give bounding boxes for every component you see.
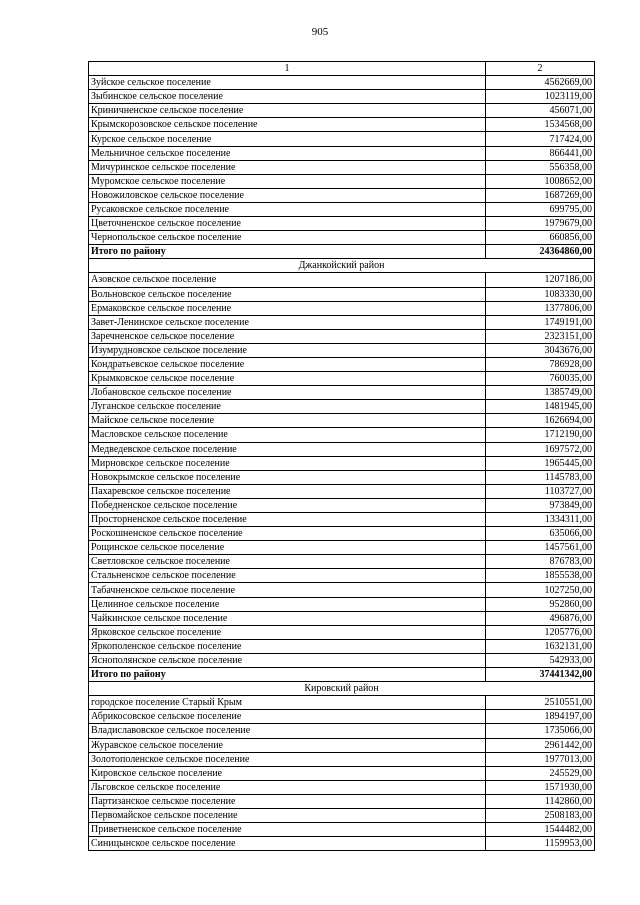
settlement-amount: 1205776,00 — [486, 625, 595, 639]
settlement-amount: 4562669,00 — [486, 76, 595, 90]
settlement-amount: 1687269,00 — [486, 188, 595, 202]
district-heading-row — [89, 682, 595, 696]
settlement-name: Золотополенское сельское поселение — [89, 752, 486, 766]
settlement-amount: 1712190,00 — [486, 428, 595, 442]
settlement-name: Просторненское сельское поселение — [89, 513, 486, 527]
table-header-row — [89, 62, 595, 76]
table-row — [89, 738, 595, 752]
settlement-amount: 1735066,00 — [486, 724, 595, 738]
table-row — [89, 202, 595, 216]
table-row — [89, 329, 595, 343]
settlement-name: Ермаковское сельское поселение — [89, 301, 486, 315]
settlement-amount: 717424,00 — [486, 132, 595, 146]
settlement-amount: 866441,00 — [486, 146, 595, 160]
total-label: Итого по району — [89, 245, 486, 259]
settlement-name: Зуйское сельское поселение — [89, 76, 486, 90]
settlement-amount: 556358,00 — [486, 160, 595, 174]
table-row — [89, 766, 595, 780]
total-amount: 37441342,00 — [486, 668, 595, 682]
settlement-name: Азовское сельское поселение — [89, 273, 486, 287]
settlement-amount: 2508183,00 — [486, 808, 595, 822]
table-row — [89, 414, 595, 428]
settlement-name: Мирновское сельское поселение — [89, 456, 486, 470]
settlement-amount: 1142860,00 — [486, 794, 595, 808]
settlement-amount: 1083330,00 — [486, 287, 595, 301]
settlement-name: Завет-Ленинское сельское поселение — [89, 315, 486, 329]
settlement-name: Луганское сельское поселение — [89, 400, 486, 414]
total-amount: 24364860,00 — [486, 245, 595, 259]
settlement-name: Мельничное сельское поселение — [89, 146, 486, 160]
settlement-name: Новожиловское сельское поселение — [89, 188, 486, 202]
settlement-name: Ярковское сельское поселение — [89, 625, 486, 639]
table-row — [89, 780, 595, 794]
table-row — [89, 188, 595, 202]
table-row — [89, 456, 595, 470]
settlement-amount: 542933,00 — [486, 653, 595, 667]
table-row — [89, 724, 595, 738]
table-row — [89, 76, 595, 90]
table-row — [89, 386, 595, 400]
settlement-amount: 973849,00 — [486, 498, 595, 512]
settlement-name: Изумрудновское сельское поселение — [89, 343, 486, 357]
settlement-name: Курское сельское поселение — [89, 132, 486, 146]
settlement-amount: 760035,00 — [486, 372, 595, 386]
settlement-name: Стальненское сельское поселение — [89, 569, 486, 583]
table-row — [89, 569, 595, 583]
settlement-name: Победненское сельское поселение — [89, 498, 486, 512]
settlement-amount: 245529,00 — [486, 766, 595, 780]
settlement-amount: 952860,00 — [486, 597, 595, 611]
settlement-name: Партизанское сельское поселение — [89, 794, 486, 808]
settlement-amount: 496876,00 — [486, 611, 595, 625]
settlement-name: Роскошненское сельское поселение — [89, 527, 486, 541]
settlement-amount: 1457561,00 — [486, 541, 595, 555]
settlement-name: Кондратьевское сельское поселение — [89, 357, 486, 371]
settlement-amount: 1145783,00 — [486, 470, 595, 484]
district-heading: Джанкойский район — [89, 259, 595, 273]
settlement-name: Лобановское сельское поселение — [89, 386, 486, 400]
table-row — [89, 696, 595, 710]
settlement-name: Табачненское сельское поселение — [89, 583, 486, 597]
settlement-amount: 1377806,00 — [486, 301, 595, 315]
settlement-amount: 660856,00 — [486, 231, 595, 245]
table-row — [89, 174, 595, 188]
table-row — [89, 794, 595, 808]
table-row — [89, 357, 595, 371]
district-total-row — [89, 245, 595, 259]
table-row — [89, 231, 595, 245]
settlement-name: Рощинское сельское поселение — [89, 541, 486, 555]
settlement-name: городское поселение Старый Крым — [89, 696, 486, 710]
settlement-amount: 1697572,00 — [486, 442, 595, 456]
settlement-name: Яснополянское сельское поселение — [89, 653, 486, 667]
settlement-amount: 1534568,00 — [486, 118, 595, 132]
settlement-name: Кировское сельское поселение — [89, 766, 486, 780]
table-row — [89, 118, 595, 132]
settlement-name: Муромское сельское поселение — [89, 174, 486, 188]
settlement-amount: 1334311,00 — [486, 513, 595, 527]
settlement-amount: 1159953,00 — [486, 837, 595, 851]
table-row — [89, 442, 595, 456]
table-row — [89, 315, 595, 329]
table-row — [89, 808, 595, 822]
settlement-name: Первомайское сельское поселение — [89, 808, 486, 822]
settlement-name: Крымковское сельское поселение — [89, 372, 486, 386]
settlement-name: Журавское сельское поселение — [89, 738, 486, 752]
settlement-amount: 1632131,00 — [486, 639, 595, 653]
settlement-amount: 1544482,00 — [486, 823, 595, 837]
table-row — [89, 527, 595, 541]
settlement-name: Медведевское сельское поселение — [89, 442, 486, 456]
settlement-name: Масловское сельское поселение — [89, 428, 486, 442]
table-row — [89, 301, 595, 315]
settlement-amount: 1965445,00 — [486, 456, 595, 470]
settlement-amount: 1207186,00 — [486, 273, 595, 287]
total-label: Итого по району — [89, 668, 486, 682]
settlement-amount: 456071,00 — [486, 104, 595, 118]
settlement-amount: 635066,00 — [486, 527, 595, 541]
table-row — [89, 372, 595, 386]
table-row — [89, 498, 595, 512]
table-row — [89, 90, 595, 104]
settlement-amount: 1855538,00 — [486, 569, 595, 583]
table-row — [89, 343, 595, 357]
settlement-amount: 1481945,00 — [486, 400, 595, 414]
settlement-name: Льговское сельское поселение — [89, 780, 486, 794]
settlement-amount: 1103727,00 — [486, 484, 595, 498]
table-row — [89, 217, 595, 231]
budget-table — [88, 61, 595, 851]
settlement-amount: 2510551,00 — [486, 696, 595, 710]
settlement-amount: 1979679,00 — [486, 217, 595, 231]
table-row — [89, 823, 595, 837]
table-row — [89, 639, 595, 653]
settlement-name: Русаковское сельское поселение — [89, 202, 486, 216]
table-row — [89, 104, 595, 118]
settlement-name: Заречненское сельское поселение — [89, 329, 486, 343]
district-total-row — [89, 668, 595, 682]
settlement-name: Целинное сельское поселение — [89, 597, 486, 611]
settlement-name: Яркополенское сельское поселение — [89, 639, 486, 653]
table-row — [89, 428, 595, 442]
table-row — [89, 625, 595, 639]
table-row — [89, 752, 595, 766]
settlement-amount: 2323151,00 — [486, 329, 595, 343]
column-header-1: 1 — [89, 62, 486, 76]
settlement-amount: 876783,00 — [486, 555, 595, 569]
table-row — [89, 273, 595, 287]
settlement-name: Криничненское сельское поселение — [89, 104, 486, 118]
settlement-name: Владиславовское сельское поселение — [89, 724, 486, 738]
settlement-name: Цветочненское сельское поселение — [89, 217, 486, 231]
table-row — [89, 400, 595, 414]
settlement-name: Зыбинское сельское поселение — [89, 90, 486, 104]
settlement-name: Крымскорозовское сельское поселение — [89, 118, 486, 132]
page-number: 905 — [311, 26, 329, 38]
settlement-amount: 1027250,00 — [486, 583, 595, 597]
table-row — [89, 710, 595, 724]
table-row — [89, 611, 595, 625]
table-row — [89, 653, 595, 667]
settlement-name: Чернопольское сельское поселение — [89, 231, 486, 245]
settlement-amount: 1385749,00 — [486, 386, 595, 400]
table-row — [89, 541, 595, 555]
table-row — [89, 132, 595, 146]
settlement-name: Абрикосовское сельское поселение — [89, 710, 486, 724]
table-row — [89, 484, 595, 498]
settlement-amount: 786928,00 — [486, 357, 595, 371]
settlement-amount: 1008652,00 — [486, 174, 595, 188]
settlement-name: Приветненское сельское поселение — [89, 823, 486, 837]
settlement-name: Синицынское сельское поселение — [89, 837, 486, 851]
settlement-name: Новокрымское сельское поселение — [89, 470, 486, 484]
table-row — [89, 597, 595, 611]
settlement-amount: 1749191,00 — [486, 315, 595, 329]
district-heading-row — [89, 259, 595, 273]
table-row — [89, 470, 595, 484]
column-header-2: 2 — [486, 62, 595, 76]
settlement-name: Майское сельское поселение — [89, 414, 486, 428]
table-row — [89, 583, 595, 597]
settlement-name: Пахаревское сельское поселение — [89, 484, 486, 498]
settlement-name: Чайкинское сельское поселение — [89, 611, 486, 625]
district-heading: Кировский район — [89, 682, 595, 696]
settlement-amount: 1571930,00 — [486, 780, 595, 794]
settlement-amount: 1626694,00 — [486, 414, 595, 428]
settlement-name: Светловское сельское поселение — [89, 555, 486, 569]
table-row — [89, 160, 595, 174]
table-row — [89, 513, 595, 527]
table-body — [89, 76, 595, 851]
settlement-amount: 2961442,00 — [486, 738, 595, 752]
table-row — [89, 837, 595, 851]
settlement-amount: 1977013,00 — [486, 752, 595, 766]
settlement-name: Вольновское сельское поселение — [89, 287, 486, 301]
settlement-amount: 3043676,00 — [486, 343, 595, 357]
settlement-amount: 1894197,00 — [486, 710, 595, 724]
table-row — [89, 287, 595, 301]
settlement-amount: 1023119,00 — [486, 90, 595, 104]
table-row — [89, 555, 595, 569]
settlement-name: Мичуринское сельское поселение — [89, 160, 486, 174]
table-row — [89, 146, 595, 160]
settlement-amount: 699795,00 — [486, 202, 595, 216]
